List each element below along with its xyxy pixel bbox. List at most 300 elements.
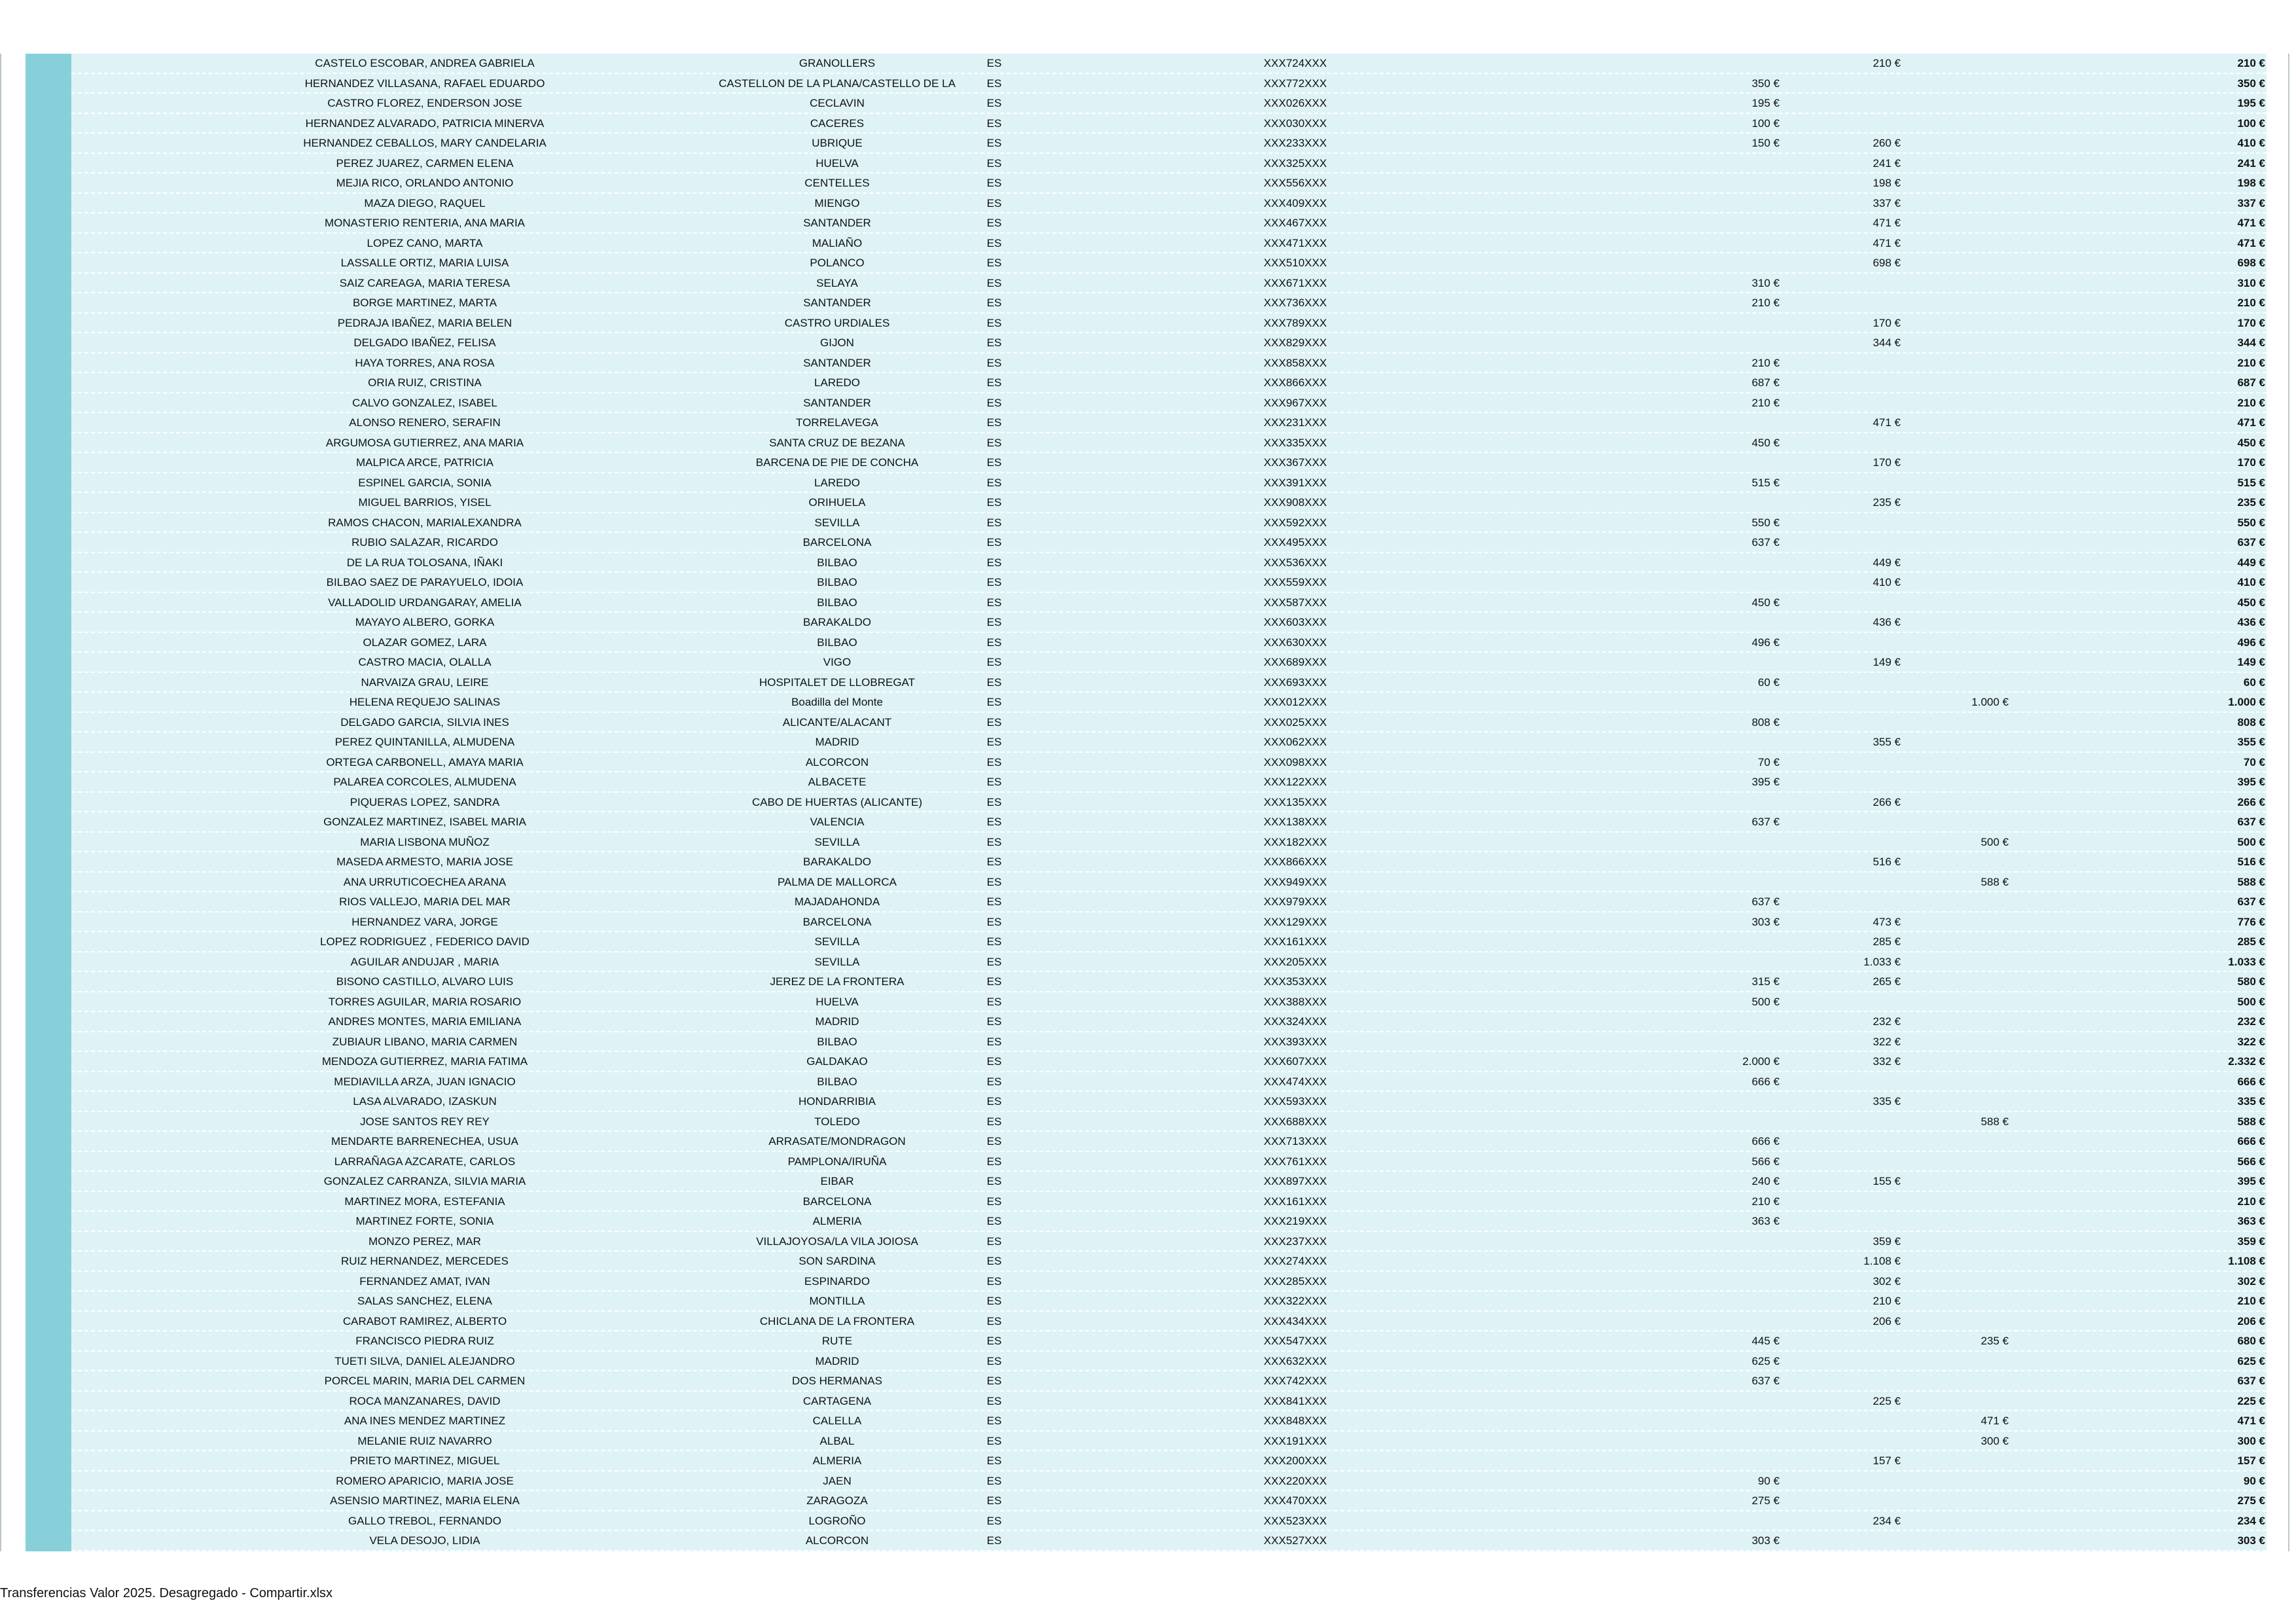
amount-a-cell bbox=[1662, 613, 1780, 632]
total-amount-cell: 395 € bbox=[2237, 1175, 2265, 1187]
table-row bbox=[71, 1291, 2267, 1312]
table-row bbox=[71, 613, 2267, 633]
amount-c-cell: 588 € bbox=[1981, 875, 2009, 888]
total-amount-cell: 232 € bbox=[2237, 1015, 2265, 1028]
country-cell: ES bbox=[986, 875, 1002, 888]
amount-b-cell: 241 € bbox=[1873, 156, 1901, 170]
account-cell: XXX409XXX bbox=[1263, 196, 1327, 209]
amount-c-cell bbox=[1901, 892, 2009, 912]
table-row bbox=[71, 952, 2267, 973]
city-cell: POLANCO bbox=[810, 257, 865, 269]
amount-b-cell: 260 € bbox=[1873, 137, 1901, 149]
account-cell: XXX689XXX bbox=[1263, 656, 1327, 668]
total-amount-cell: 410 € bbox=[2237, 576, 2265, 588]
recipient-name-cell: GALLO TREBOL, FERNANDO bbox=[348, 1514, 501, 1527]
account-cell: XXX607XXX bbox=[1263, 1055, 1327, 1068]
amount-b-cell bbox=[1780, 1192, 1901, 1212]
total-amount-cell: 637 € bbox=[2237, 895, 2265, 908]
country-cell: ES bbox=[986, 915, 1002, 928]
total-amount-cell: 335 € bbox=[2237, 1095, 2265, 1108]
city-cell: SANTANDER bbox=[803, 217, 871, 229]
recipient-name-cell: VELA DESOJO, LIDIA bbox=[369, 1534, 480, 1547]
city-cell: CABO DE HUERTAS (ALICANTE) bbox=[751, 795, 923, 808]
city-cell: ARRASATE/MONDRAGON bbox=[768, 1135, 906, 1147]
amount-b-cell: 225 € bbox=[1873, 1394, 1901, 1407]
amount-c-cell bbox=[1901, 573, 2009, 592]
table-row bbox=[71, 94, 2267, 114]
table-row bbox=[71, 393, 2267, 414]
city-cell: ORIHUELA bbox=[808, 496, 866, 509]
amount-a-cell: 450 € bbox=[1751, 596, 1780, 609]
amount-c-cell bbox=[1901, 1232, 2009, 1252]
city-cell: EIBAR bbox=[820, 1175, 854, 1187]
recipient-name-cell: LARRAÑAGA AZCARATE, CARLOS bbox=[334, 1155, 516, 1168]
amount-c-cell bbox=[1901, 772, 2009, 792]
table-row bbox=[71, 493, 2267, 513]
amount-c-cell bbox=[1901, 633, 2009, 653]
amount-a-cell bbox=[1662, 873, 1780, 892]
account-cell: XXX388XXX bbox=[1263, 995, 1327, 1008]
recipient-name-cell: HERNANDEZ VARA, JORGE bbox=[351, 915, 498, 928]
amount-a-cell bbox=[1662, 314, 1780, 333]
account-cell: XXX391XXX bbox=[1263, 476, 1327, 489]
amount-c-cell bbox=[1901, 393, 2009, 413]
city-cell: SEVILLA bbox=[814, 935, 860, 948]
account-cell: XXX858XXX bbox=[1263, 356, 1327, 369]
table-row bbox=[71, 1371, 2267, 1392]
amount-c-cell bbox=[1901, 234, 2009, 253]
country-cell: ES bbox=[986, 416, 1002, 429]
table-row bbox=[71, 253, 2267, 274]
city-cell: RUTE bbox=[821, 1335, 853, 1347]
city-cell: CASTRO URDIALES bbox=[784, 316, 890, 329]
amount-c-cell bbox=[1901, 114, 2009, 134]
account-cell: XXX274XXX bbox=[1263, 1255, 1327, 1267]
amount-a-cell bbox=[1662, 453, 1780, 473]
amount-a-cell: 496 € bbox=[1751, 636, 1780, 649]
country-cell: ES bbox=[986, 596, 1002, 609]
country-cell: ES bbox=[986, 816, 1002, 828]
recipient-name-cell: MIGUEL BARRIOS, YISEL bbox=[358, 496, 492, 509]
total-amount-cell: 355 € bbox=[2237, 736, 2265, 748]
amount-b-cell: 322 € bbox=[1873, 1035, 1901, 1048]
amount-b-cell bbox=[1780, 533, 1901, 552]
country-cell: ES bbox=[986, 1454, 1002, 1467]
amount-a-cell: 2.000 € bbox=[1742, 1055, 1780, 1068]
total-amount-cell: 234 € bbox=[2237, 1514, 2265, 1527]
amount-b-cell bbox=[1780, 1411, 1901, 1431]
amount-a-cell bbox=[1662, 1252, 1780, 1271]
amount-a-cell: 363 € bbox=[1751, 1215, 1780, 1227]
amount-b-cell: 234 € bbox=[1873, 1514, 1901, 1527]
amount-b-cell bbox=[1780, 1352, 1901, 1371]
amount-b-cell: 1.108 € bbox=[1863, 1255, 1901, 1267]
amount-a-cell bbox=[1662, 213, 1780, 233]
amount-c-cell: 588 € bbox=[1981, 1115, 2009, 1128]
amount-c-cell bbox=[1901, 74, 2009, 94]
amount-a-cell bbox=[1662, 573, 1780, 592]
recipient-name-cell: ARGUMOSA GUTIERREZ, ANA MARIA bbox=[325, 436, 524, 449]
recipient-name-cell: RUBIO SALAZAR, RICARDO bbox=[351, 536, 498, 549]
account-cell: XXX161XXX bbox=[1263, 935, 1327, 948]
city-cell: HUELVA bbox=[816, 156, 859, 170]
country-cell: ES bbox=[986, 1335, 1002, 1347]
amount-c-cell bbox=[1901, 1352, 2009, 1371]
account-cell: XXX122XXX bbox=[1263, 776, 1327, 788]
country-cell: ES bbox=[986, 1434, 1002, 1447]
total-amount-cell: 776 € bbox=[2237, 915, 2265, 928]
recipient-name-cell: ORIA RUIZ, CRISTINA bbox=[368, 376, 482, 389]
table-row bbox=[71, 1411, 2267, 1432]
account-cell: XXX547XXX bbox=[1263, 1335, 1327, 1347]
total-amount-cell: 637 € bbox=[2237, 816, 2265, 828]
city-cell: TORRELAVEGA bbox=[796, 416, 878, 429]
amount-b-cell bbox=[1780, 1331, 1901, 1351]
table-row bbox=[71, 553, 2267, 573]
total-amount-cell: 210 € bbox=[2237, 57, 2265, 69]
account-cell: XXX559XXX bbox=[1263, 576, 1327, 588]
amount-a-cell: 500 € bbox=[1751, 995, 1780, 1008]
recipient-name-cell: FERNANDEZ AMAT, IVAN bbox=[359, 1274, 490, 1288]
total-amount-cell: 550 € bbox=[2237, 516, 2265, 529]
account-cell: XXX724XXX bbox=[1263, 57, 1327, 69]
total-amount-cell: 60 € bbox=[2243, 676, 2265, 689]
total-amount-cell: 637 € bbox=[2237, 536, 2265, 549]
city-cell: SEVILLA bbox=[814, 835, 860, 848]
total-amount-cell: 210 € bbox=[2237, 297, 2265, 309]
account-cell: XXX556XXX bbox=[1263, 177, 1327, 189]
table-row bbox=[71, 1331, 2267, 1352]
city-cell: BILBAO bbox=[817, 576, 857, 588]
amount-b-cell bbox=[1780, 873, 1901, 892]
table-row bbox=[71, 992, 2267, 1013]
account-cell: XXX062XXX bbox=[1263, 736, 1327, 748]
table-row bbox=[71, 533, 2267, 553]
account-cell: XXX527XXX bbox=[1263, 1534, 1327, 1547]
country-cell: ES bbox=[986, 316, 1002, 329]
amount-b-cell bbox=[1780, 1491, 1901, 1511]
city-cell: Boadilla del Monte bbox=[791, 696, 883, 708]
amount-b-cell bbox=[1780, 833, 1901, 852]
total-amount-cell: 300 € bbox=[2237, 1434, 2265, 1447]
country-cell: ES bbox=[986, 1314, 1002, 1327]
total-amount-cell: 225 € bbox=[2237, 1394, 2265, 1407]
recipient-name-cell: RAMOS CHACON, MARIALEXANDRA bbox=[328, 516, 522, 529]
amount-c-cell bbox=[1901, 1212, 2009, 1231]
amount-c-cell bbox=[1901, 274, 2009, 293]
amount-c-cell bbox=[1901, 94, 2009, 113]
country-cell: ES bbox=[986, 795, 1002, 808]
city-cell: LOGROÑO bbox=[808, 1514, 866, 1527]
amount-a-cell bbox=[1662, 1392, 1780, 1411]
total-amount-cell: 350 € bbox=[2237, 77, 2265, 90]
account-cell: XXX593XXX bbox=[1263, 1095, 1327, 1108]
country-cell: ES bbox=[986, 196, 1002, 209]
amount-a-cell bbox=[1662, 234, 1780, 253]
amount-c-cell bbox=[1901, 513, 2009, 533]
recipient-name-cell: MONZO PEREZ, MAR bbox=[368, 1235, 481, 1248]
amount-b-cell bbox=[1780, 593, 1901, 613]
city-cell: BILBAO bbox=[817, 1075, 857, 1088]
total-amount-cell: 515 € bbox=[2237, 476, 2265, 489]
table-row bbox=[71, 1092, 2267, 1112]
amount-b-cell bbox=[1780, 772, 1901, 792]
account-cell: XXX030XXX bbox=[1263, 117, 1327, 130]
amount-c-cell bbox=[1901, 793, 2009, 812]
country-cell: ES bbox=[986, 1295, 1002, 1307]
amount-a-cell: 395 € bbox=[1751, 776, 1780, 788]
amount-c-cell bbox=[1901, 753, 2009, 772]
account-cell: XXX353XXX bbox=[1263, 975, 1327, 988]
account-cell: XXX495XXX bbox=[1263, 536, 1327, 549]
amount-b-cell: 473 € bbox=[1873, 915, 1901, 928]
recipient-name-cell: MENDOZA GUTIERREZ, MARIA FATIMA bbox=[321, 1055, 528, 1068]
total-amount-cell: 322 € bbox=[2237, 1035, 2265, 1048]
amount-b-cell: 285 € bbox=[1873, 935, 1901, 948]
amount-c-cell bbox=[1901, 1032, 2009, 1052]
page-border-left bbox=[0, 54, 1, 1551]
amount-c-cell bbox=[1901, 173, 2009, 193]
amount-a-cell bbox=[1662, 1451, 1780, 1471]
account-cell: XXX979XXX bbox=[1263, 895, 1327, 908]
account-cell: XXX191XXX bbox=[1263, 1434, 1327, 1447]
table-row bbox=[71, 1471, 2267, 1492]
account-cell: XXX205XXX bbox=[1263, 955, 1327, 968]
table-row bbox=[71, 1032, 2267, 1053]
amount-c-cell bbox=[1901, 852, 2009, 872]
amount-c-cell bbox=[1901, 713, 2009, 732]
total-amount-cell: 195 € bbox=[2237, 97, 2265, 109]
recipient-name-cell: RIOS VALLEJO, MARIA DEL MAR bbox=[339, 895, 511, 908]
city-cell: BILBAO bbox=[817, 636, 857, 649]
recipient-name-cell: VALLADOLID URDANGARAY, AMELIA bbox=[328, 596, 522, 609]
amount-a-cell bbox=[1662, 852, 1780, 872]
country-cell: ES bbox=[986, 97, 1002, 109]
total-amount-cell: 157 € bbox=[2237, 1454, 2265, 1467]
country-cell: ES bbox=[986, 636, 1002, 649]
country-cell: ES bbox=[986, 755, 1002, 768]
amount-b-cell: 436 € bbox=[1873, 616, 1901, 628]
spreadsheet-table bbox=[26, 54, 2267, 1551]
table-row bbox=[71, 912, 2267, 933]
city-cell: CHICLANA DE LA FRONTERA bbox=[759, 1314, 915, 1327]
recipient-name-cell: MONASTERIO RENTERIA, ANA MARIA bbox=[324, 217, 526, 229]
country-cell: ES bbox=[986, 975, 1002, 988]
city-cell: GRANOLLERS bbox=[798, 57, 876, 69]
amount-b-cell bbox=[1780, 633, 1901, 653]
country-cell: ES bbox=[986, 516, 1002, 529]
amount-b-cell: 355 € bbox=[1873, 736, 1901, 748]
amount-c-cell bbox=[1901, 453, 2009, 473]
amount-a-cell: 808 € bbox=[1751, 715, 1780, 729]
amount-a-cell: 637 € bbox=[1751, 536, 1780, 549]
amount-b-cell: 1.033 € bbox=[1863, 955, 1901, 968]
recipient-name-cell: NARVAIZA GRAU, LEIRE bbox=[361, 676, 489, 689]
total-amount-cell: 210 € bbox=[2237, 1195, 2265, 1208]
amount-a-cell bbox=[1662, 1291, 1780, 1311]
country-cell: ES bbox=[986, 297, 1002, 309]
amount-a-cell: 315 € bbox=[1751, 975, 1780, 988]
country-cell: ES bbox=[986, 1255, 1002, 1267]
country-cell: ES bbox=[986, 536, 1002, 549]
table-row bbox=[71, 453, 2267, 473]
total-amount-cell: 666 € bbox=[2237, 1075, 2265, 1088]
city-cell: MAJADAHONDA bbox=[794, 895, 880, 908]
amount-a-cell: 350 € bbox=[1751, 77, 1780, 90]
amount-a-cell bbox=[1662, 553, 1780, 573]
city-cell: ZARAGOZA bbox=[806, 1494, 868, 1507]
recipient-name-cell: LOPEZ CANO, MARTA bbox=[367, 236, 483, 249]
country-cell: ES bbox=[986, 77, 1002, 90]
total-amount-cell: 198 € bbox=[2237, 177, 2265, 189]
table-row bbox=[71, 1112, 2267, 1132]
total-amount-cell: 100 € bbox=[2237, 117, 2265, 130]
amount-b-cell: 210 € bbox=[1873, 1295, 1901, 1307]
amount-c-cell: 300 € bbox=[1981, 1434, 2009, 1447]
amount-c-cell bbox=[1901, 952, 2009, 972]
table-row bbox=[71, 513, 2267, 533]
amount-a-cell bbox=[1662, 653, 1780, 672]
account-cell: XXX434XXX bbox=[1263, 1314, 1327, 1327]
recipient-name-cell: MARTINEZ MORA, ESTEFANIA bbox=[344, 1195, 505, 1208]
amount-c-cell bbox=[1901, 1371, 2009, 1391]
amount-c-cell bbox=[1901, 493, 2009, 513]
total-amount-cell: 363 € bbox=[2237, 1215, 2265, 1227]
amount-b-cell bbox=[1780, 433, 1901, 453]
amount-a-cell: 303 € bbox=[1751, 915, 1780, 928]
city-cell: VIGO bbox=[823, 656, 852, 668]
account-cell: XXX523XXX bbox=[1263, 1514, 1327, 1527]
amount-b-cell: 206 € bbox=[1873, 1314, 1901, 1327]
amount-c-cell bbox=[1901, 1072, 2009, 1092]
total-amount-cell: 637 € bbox=[2237, 1375, 2265, 1387]
recipient-name-cell: ALONSO RENERO, SERAFIN bbox=[349, 416, 501, 429]
city-cell: CACERES bbox=[810, 117, 865, 130]
account-cell: XXX138XXX bbox=[1263, 816, 1327, 828]
amount-a-cell: 100 € bbox=[1751, 117, 1780, 130]
recipient-name-cell: ZUBIAUR LIBANO, MARIA CARMEN bbox=[332, 1035, 518, 1048]
account-cell: XXX630XXX bbox=[1263, 636, 1327, 649]
amount-b-cell bbox=[1780, 1371, 1901, 1391]
amount-a-cell: 150 € bbox=[1751, 137, 1780, 149]
account-cell: XXX200XXX bbox=[1263, 1454, 1327, 1467]
amount-b-cell bbox=[1780, 393, 1901, 413]
account-cell: XXX161XXX bbox=[1263, 1195, 1327, 1208]
total-amount-cell: 588 € bbox=[2237, 875, 2265, 888]
amount-b-cell: 516 € bbox=[1873, 856, 1901, 868]
total-amount-cell: 680 € bbox=[2237, 1335, 2265, 1347]
table-row bbox=[71, 1212, 2267, 1232]
amount-a-cell bbox=[1662, 1092, 1780, 1111]
amount-c-cell bbox=[1901, 553, 2009, 573]
amount-b-cell: 449 € bbox=[1873, 556, 1901, 569]
total-amount-cell: 302 € bbox=[2237, 1274, 2265, 1288]
city-cell: CASTELLON DE LA PLANA/CASTELLO DE LA bbox=[719, 77, 956, 90]
country-cell: ES bbox=[986, 236, 1002, 249]
amount-b-cell: 157 € bbox=[1873, 1454, 1901, 1467]
amount-a-cell bbox=[1662, 1411, 1780, 1431]
country-cell: ES bbox=[986, 1394, 1002, 1407]
account-cell: XXX848XXX bbox=[1263, 1415, 1327, 1427]
city-cell: ALCORCON bbox=[805, 755, 869, 768]
country-cell: ES bbox=[986, 1135, 1002, 1147]
amount-c-cell bbox=[1901, 154, 2009, 173]
table-row bbox=[71, 173, 2267, 194]
account-cell: XXX135XXX bbox=[1263, 795, 1327, 808]
country-cell: ES bbox=[986, 257, 1002, 269]
amount-b-cell: 155 € bbox=[1873, 1175, 1901, 1187]
table-row bbox=[71, 653, 2267, 673]
amount-b-cell bbox=[1780, 1432, 1901, 1451]
city-cell: BILBAO bbox=[817, 1035, 857, 1048]
recipient-name-cell: MAZA DIEGO, RAQUEL bbox=[364, 196, 486, 209]
amount-c-cell bbox=[1901, 353, 2009, 373]
recipient-name-cell: HAYA TORRES, ANA ROSA bbox=[355, 356, 495, 369]
country-cell: ES bbox=[986, 177, 1002, 189]
table-row bbox=[71, 793, 2267, 813]
recipient-name-cell: ASENSIO MARTINEZ, MARIA ELENA bbox=[330, 1494, 520, 1507]
account-cell: XXX325XXX bbox=[1263, 156, 1327, 170]
amount-b-cell: 210 € bbox=[1873, 57, 1901, 69]
table-row bbox=[71, 1192, 2267, 1212]
amount-b-cell bbox=[1780, 1531, 1901, 1551]
total-amount-cell: 1.000 € bbox=[2228, 696, 2265, 708]
amount-b-cell bbox=[1780, 513, 1901, 533]
country-cell: ES bbox=[986, 376, 1002, 389]
country-cell: ES bbox=[986, 1055, 1002, 1068]
amount-b-cell bbox=[1780, 693, 1901, 712]
country-cell: ES bbox=[986, 1534, 1002, 1547]
country-cell: ES bbox=[986, 1075, 1002, 1088]
city-cell: BILBAO bbox=[817, 556, 857, 569]
city-cell: MADRID bbox=[815, 1354, 859, 1367]
amount-c-cell bbox=[1901, 593, 2009, 613]
account-cell: XXX324XXX bbox=[1263, 1015, 1327, 1028]
amount-a-cell: 637 € bbox=[1751, 1375, 1780, 1387]
account-cell: XXX026XXX bbox=[1263, 97, 1327, 109]
amount-b-cell bbox=[1780, 812, 1901, 832]
city-cell: ESPINARDO bbox=[804, 1274, 870, 1288]
account-cell: XXX182XXX bbox=[1263, 835, 1327, 848]
amount-b-cell bbox=[1780, 1132, 1901, 1151]
account-cell: XXX693XXX bbox=[1263, 676, 1327, 689]
total-amount-cell: 285 € bbox=[2237, 935, 2265, 948]
recipient-name-cell: GONZALEZ CARRANZA, SILVIA MARIA bbox=[323, 1175, 526, 1187]
recipient-name-cell: HERNANDEZ CEBALLOS, MARY CANDELARIA bbox=[303, 137, 547, 149]
amount-b-cell bbox=[1780, 1112, 1901, 1132]
total-amount-cell: 471 € bbox=[2237, 1415, 2265, 1427]
table-side-band bbox=[26, 54, 71, 1551]
account-cell: XXX335XXX bbox=[1263, 436, 1327, 449]
total-amount-cell: 70 € bbox=[2243, 755, 2265, 768]
city-cell: SANTANDER bbox=[803, 356, 871, 369]
amount-b-cell: 471 € bbox=[1873, 236, 1901, 249]
total-amount-cell: 149 € bbox=[2237, 656, 2265, 668]
country-cell: ES bbox=[986, 995, 1002, 1008]
total-amount-cell: 310 € bbox=[2237, 276, 2265, 289]
total-amount-cell: 303 € bbox=[2237, 1534, 2265, 1547]
country-cell: ES bbox=[986, 356, 1002, 369]
table-row bbox=[71, 812, 2267, 833]
amount-a-cell bbox=[1662, 154, 1780, 173]
amount-b-cell: 359 € bbox=[1873, 1235, 1901, 1248]
country-cell: ES bbox=[986, 955, 1002, 968]
country-cell: ES bbox=[986, 1155, 1002, 1168]
amount-c-cell bbox=[1901, 1491, 2009, 1511]
total-amount-cell: 449 € bbox=[2237, 556, 2265, 569]
country-cell: ES bbox=[986, 1415, 1002, 1427]
amount-b-cell: 235 € bbox=[1873, 496, 1901, 509]
